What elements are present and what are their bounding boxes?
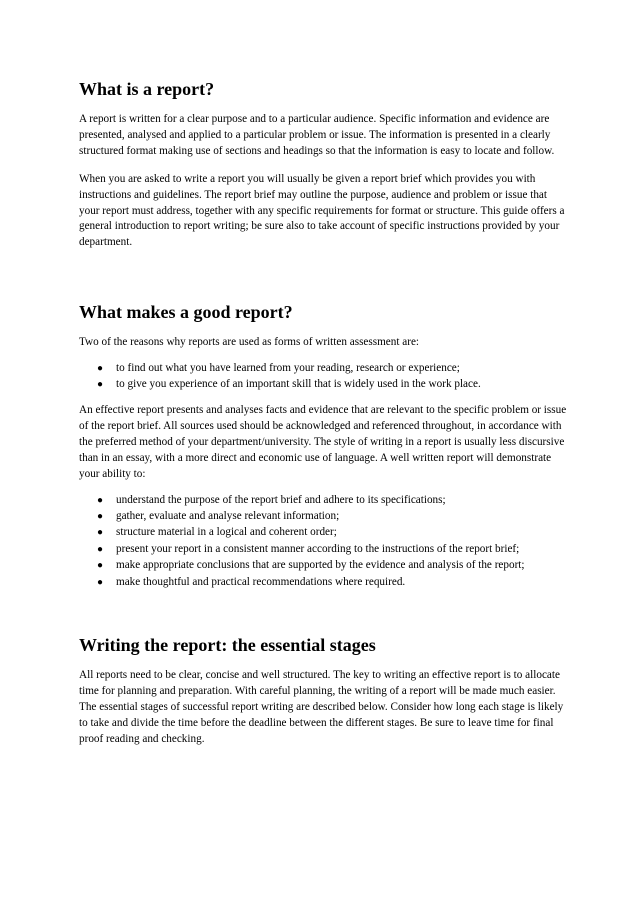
list-item	[79, 493, 569, 509]
bullet-icon: ●	[97, 510, 104, 522]
list-item-text: gather, evaluate and analyse relevant information;	[116, 509, 340, 522]
bullet-icon: ●	[97, 494, 104, 506]
paragraph: All reports need to be clear, concise and well structured. The key to writing an effective report is to allocate time for planning and preparation. With careful planning, the writing of a report will be made much easier. The essential stages of successful report writing are described below. Consider how long each stage is likely to take and divide the time before the deadline between the different stages. Be sure to leave time for final proof reading and checking.	[79, 669, 564, 746]
section-heading: Writing the report: the essential stages	[79, 635, 376, 656]
bullet-icon: ●	[97, 527, 104, 539]
list-item	[79, 509, 569, 525]
list-item	[79, 377, 569, 393]
bullet-icon: ●	[97, 576, 104, 588]
bullet-list	[79, 361, 569, 393]
list-item	[79, 525, 569, 541]
list-item	[79, 558, 569, 574]
paragraph: When you are asked to write a report you will usually be given a report brief which provides you with instructions and guidelines. The report brief may outline the purpose, audience and problem or issue that your report must address, together with any specific requirements for format or structure. This guide offers a general introduction to report writing; be sure also to take account of specific instructions provided by your department.	[79, 172, 565, 249]
list-item-text: to give you experience of an important skill that is widely used in the work place.	[116, 378, 481, 391]
section-what-is-a-report	[79, 78, 569, 251]
section-heading: What is a report?	[79, 79, 215, 99]
section-writing-the-report	[79, 634, 569, 748]
list-item	[79, 361, 569, 377]
list-item-text: make thoughtful and practical recommendations where required.	[116, 575, 406, 588]
document-page	[79, 78, 569, 748]
section-heading: What makes a good report?	[79, 302, 293, 323]
list-item	[79, 575, 569, 591]
paragraph: An effective report presents and analyses facts and evidence that are relevant to the specific problem or issue of the report brief. All sources used should be acknowledged and referenced throughout, in accordance with the preferred method of your department/university. The style of writing in a report is usually less discursive than in an essay, with a more direct and economic use of language. A well written report will demonstrate your ability to:	[79, 403, 567, 480]
paragraph: A report is written for a clear purpose and to a particular audience. Specific information and evidence are presented, analysed and applied to a particular problem or issue. The information is presented in a clearly structured format making use of sections and headings so that the information is easy to locate and follow.	[79, 113, 555, 157]
list-item-text: present your report in a consistent manner according to the instructions of the report brief;	[116, 542, 520, 555]
list-item-text: understand the purpose of the report brief and adhere to its specifications;	[116, 493, 446, 506]
list-item-text: make appropriate conclusions that are supported by the evidence and analysis of the report;	[116, 559, 525, 572]
bullet-icon: ●	[97, 363, 104, 375]
section-what-makes-a-good-report	[79, 301, 569, 590]
bullet-icon: ●	[97, 543, 104, 555]
list-item-text: structure material in a logical and coherent order;	[116, 526, 337, 539]
list-item-text: to find out what you have learned from your reading, research or experience;	[116, 362, 460, 375]
bullet-list	[79, 493, 569, 591]
paragraph: Two of the reasons why reports are used as forms of written assessment are:	[79, 336, 420, 349]
list-item	[79, 542, 569, 558]
bullet-icon: ●	[97, 379, 104, 391]
bullet-icon: ●	[97, 560, 104, 572]
